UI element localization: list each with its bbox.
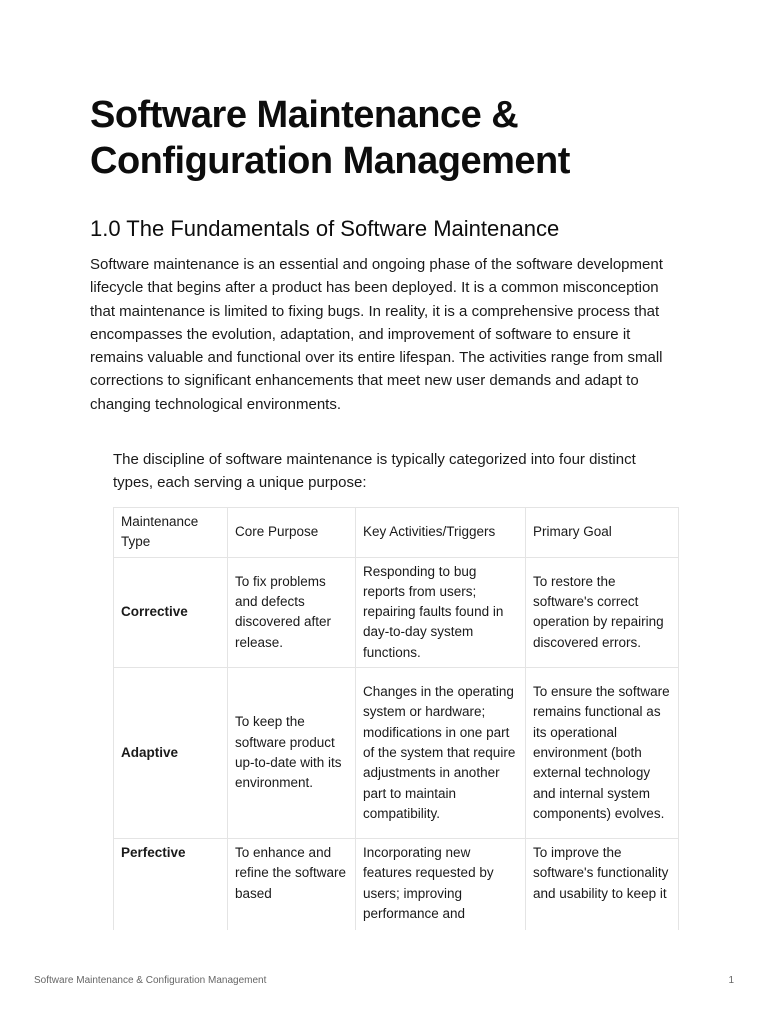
document-title: Software Maintenance & Configuration Management [90,94,570,182]
body-paragraph: Software maintenance is an essential and ongoing phase of the software development lifecycle that begins after a product has been deployed. It is a common misconception that maintenance is limited to fixing bugs. In reality, it is a comprehensive process that encompasses the evolution, adaptation, and improvement of software to ensure it remains valuable and functional over its entire lifespan. The activities range from small corrections to significant enhancements that meet new user demands and adapt to changing technological environments. [90,256,663,413]
activities-cell: Incorporating new features requested by users; improving performance and [356,839,526,948]
type-cell: Adaptive [114,668,228,839]
purpose-cell: To enhance and refine the software based [228,839,356,948]
activities-cell: Changes in the operating system or hardware; modifications in one part of the system that require adjustments in another part to maintain compatibility. [356,668,526,839]
table-intro: The discipline of software maintenance is typically categorized into four distinct types, each serving a unique purpose: [113,451,636,492]
goal-cell: To restore the software's correct operation by repairing discovered errors. [526,557,679,667]
goal-cell: To ensure the software remains functional as its operational environment (both external technology and internal system components) evolves. [526,668,679,839]
header-cell: Key Activities/Triggers [356,508,526,558]
maintenance-types-table [113,507,679,948]
header-cell: Core Purpose [228,508,356,558]
footer-title: Software Maintenance & Configuration Management [34,975,267,986]
table-row [114,557,679,667]
goal-cell: To improve the software's functionality and usability to keep it [526,839,679,948]
table-row [114,668,679,839]
type-cell: Corrective [114,557,228,667]
section-heading: 1.0 The Fundamentals of Software Maintenance [90,216,560,241]
purpose-cell: To fix problems and defects discovered after release. [228,557,356,667]
table-header-row [114,508,679,558]
header-cell: Primary Goal [526,508,679,558]
page-number: 1 [728,975,734,986]
activities-cell: Responding to bug reports from users; repairing faults found in day-to-day system functions. [356,557,526,667]
purpose-cell: To keep the software product up-to-date with its environment. [228,668,356,839]
type-cell: Perfective [114,839,228,948]
header-cell: Maintenance Type [114,508,228,558]
